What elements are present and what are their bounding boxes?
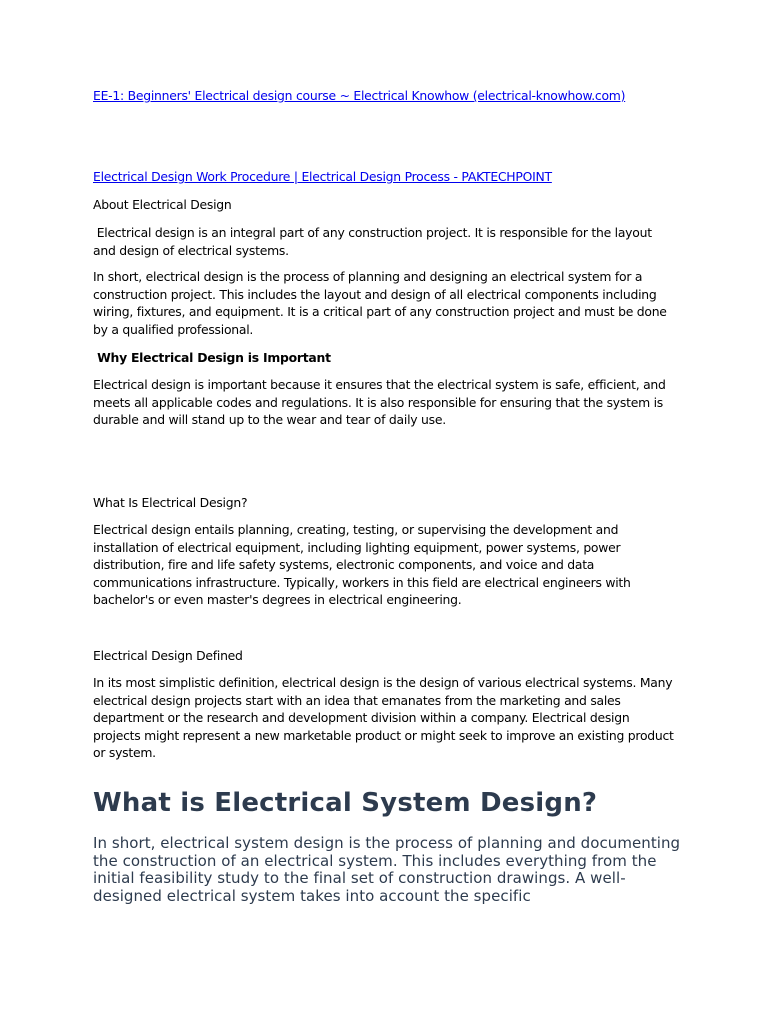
- heading-about-electrical-design: About Electrical Design: [93, 197, 232, 212]
- link-paragraph-course: [93, 87, 678, 105]
- link-paragraph-procedure: [93, 168, 678, 186]
- paragraph-why-important: Electrical design is important because it ensures that the electrical system is safe, efficient, and meets all applicable codes and regulations. It is also responsible for ensuring that the system is durable and will stand up to the wear and tear of daily use.: [93, 377, 666, 428]
- heading-why-important: Why Electrical Design is Important: [93, 350, 331, 365]
- heading-what-is-electrical-design: What Is Electrical Design?: [93, 495, 248, 510]
- paragraph-electrical-system-design: In short, electrical system design is the process of planning and documenting the construction of an electrical system. This includes everything from the initial feasibility study to the final set of construction drawings. A well-designed electrical system takes into account the specific: [93, 834, 681, 905]
- paragraph-electrical-design-defined: In its most simplistic definition, electrical design is the design of various electrical systems. Many electrical design projects start with an idea that emanates from the marketing and sales department or the research and development division within a company. Electrical design projects might represent a new marketable product or might seek to improve an existing product or system.: [93, 675, 674, 761]
- link-electrical-design-procedure[interactable]: Electrical Design Work Procedure | Electrical Design Process - PAKTECHPOINT: [93, 169, 552, 184]
- heading-electrical-system-design: What is Electrical System Design?: [93, 788, 598, 818]
- heading-electrical-design-defined: Electrical Design Defined: [93, 648, 243, 663]
- paragraph-what-is-electrical-design: Electrical design entails planning, creating, testing, or supervising the development and installation of electrical equipment, including lighting equipment, power systems, power distribution, fire and life safety systems, electronic components, and voice and data communications infrastructure. Typically, workers in this field are electrical engineers with bachelor's or even master's degrees in electrical engineering.: [93, 522, 631, 608]
- paragraph-about-1: Electrical design is an integral part of any construction project. It is responsible for the layout and design of electrical systems.: [93, 225, 656, 258]
- link-electrical-knowhow-course[interactable]: EE-1: Beginners' Electrical design course ~ Electrical Knowhow (electrical-knowhow.com): [93, 88, 626, 103]
- paragraph-about-2: In short, electrical design is the process of planning and designing an electrical system for a construction project. This includes the layout and design of all electrical components including wiring, fixtures, and equipment. It is a critical part of any construction project and must be done by a qualified professional.: [93, 269, 667, 337]
